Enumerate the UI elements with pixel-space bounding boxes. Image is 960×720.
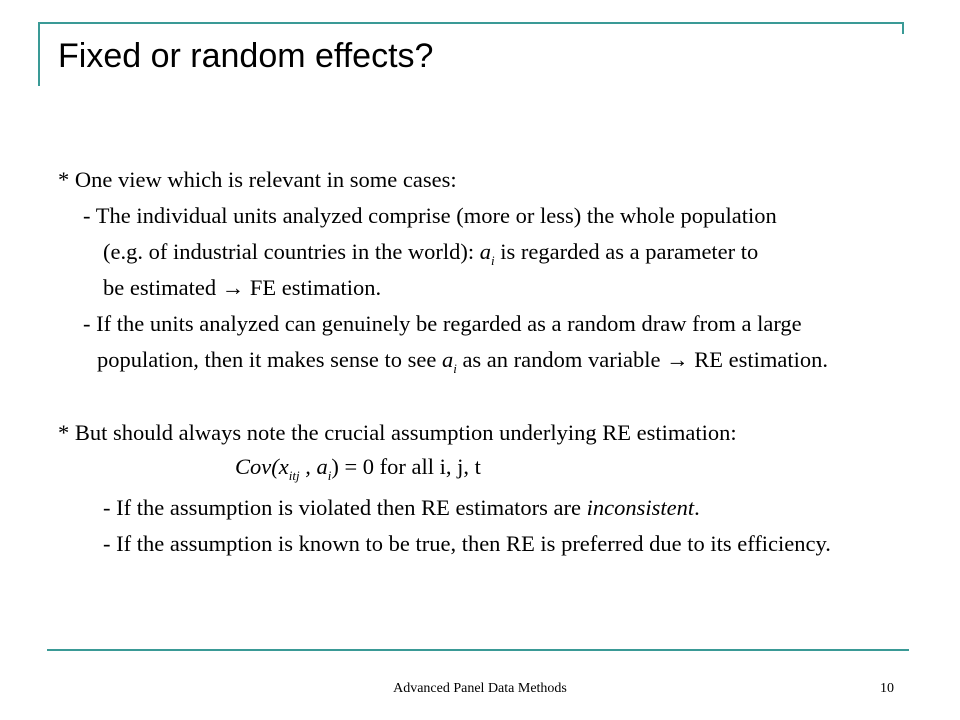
eq-sub-itj: itj: [288, 468, 300, 483]
bullet-line-5: - If the units analyzed can genuinely be regarded as a random draw from a large: [83, 311, 802, 336]
footer-title: Advanced Panel Data Methods: [393, 681, 567, 696]
bullet-line-2: - The individual units analyzed comprise (more or less) the whole population: [83, 203, 777, 228]
math-a-symbol-2: a: [441, 347, 454, 372]
line-9-text-c: .: [694, 495, 700, 520]
footer-rule: [47, 649, 909, 651]
frame-right-rule: [902, 22, 904, 34]
math-i-subscript: i: [491, 253, 495, 268]
line-9-italic: inconsistent: [586, 495, 695, 520]
frame-left-rule: [38, 22, 40, 86]
bullet-line-7: * But should always note the crucial assumption underlying RE estimation:: [58, 420, 737, 445]
bullet-line-10: - If the assumption is known to be true, then RE is preferred due to its efficiency.: [103, 531, 831, 556]
bullet-line-4: be estimated → FE estimation.: [103, 275, 382, 300]
line-3-text-b: is regarded as a parameter to: [494, 239, 759, 264]
line-3-text-a: (e.g. of industrial countries in the world):: [103, 239, 480, 264]
line-6-text-b: as an random variable → RE estimation.: [456, 347, 828, 372]
math-i-subscript-2: i: [453, 361, 457, 376]
slide-title: Fixed or random effects?: [58, 37, 434, 75]
frame-top-rule: [40, 22, 904, 24]
eq-tail: for all i, j, t: [374, 454, 481, 479]
bullet-line-1: * One view which is relevant in some cases:: [58, 167, 457, 192]
eq-sub-i: i: [327, 468, 332, 483]
eq-cov-x: Cov(x: [235, 454, 289, 479]
page-number: 10: [880, 681, 894, 696]
bullet-line-3: [103, 237, 758, 276]
math-a-symbol: a: [479, 239, 492, 264]
equation-line: [235, 452, 481, 491]
eq-end: ) = 0: [331, 454, 375, 479]
line-6-text-a: population, then it makes sense to see: [97, 347, 442, 372]
line-9-text-a: - If the assumption is violated then RE estimators are: [103, 495, 587, 520]
bullet-line-6: [97, 345, 828, 384]
eq-comma-a: , a: [299, 454, 328, 479]
bullet-line-9: [103, 493, 700, 523]
